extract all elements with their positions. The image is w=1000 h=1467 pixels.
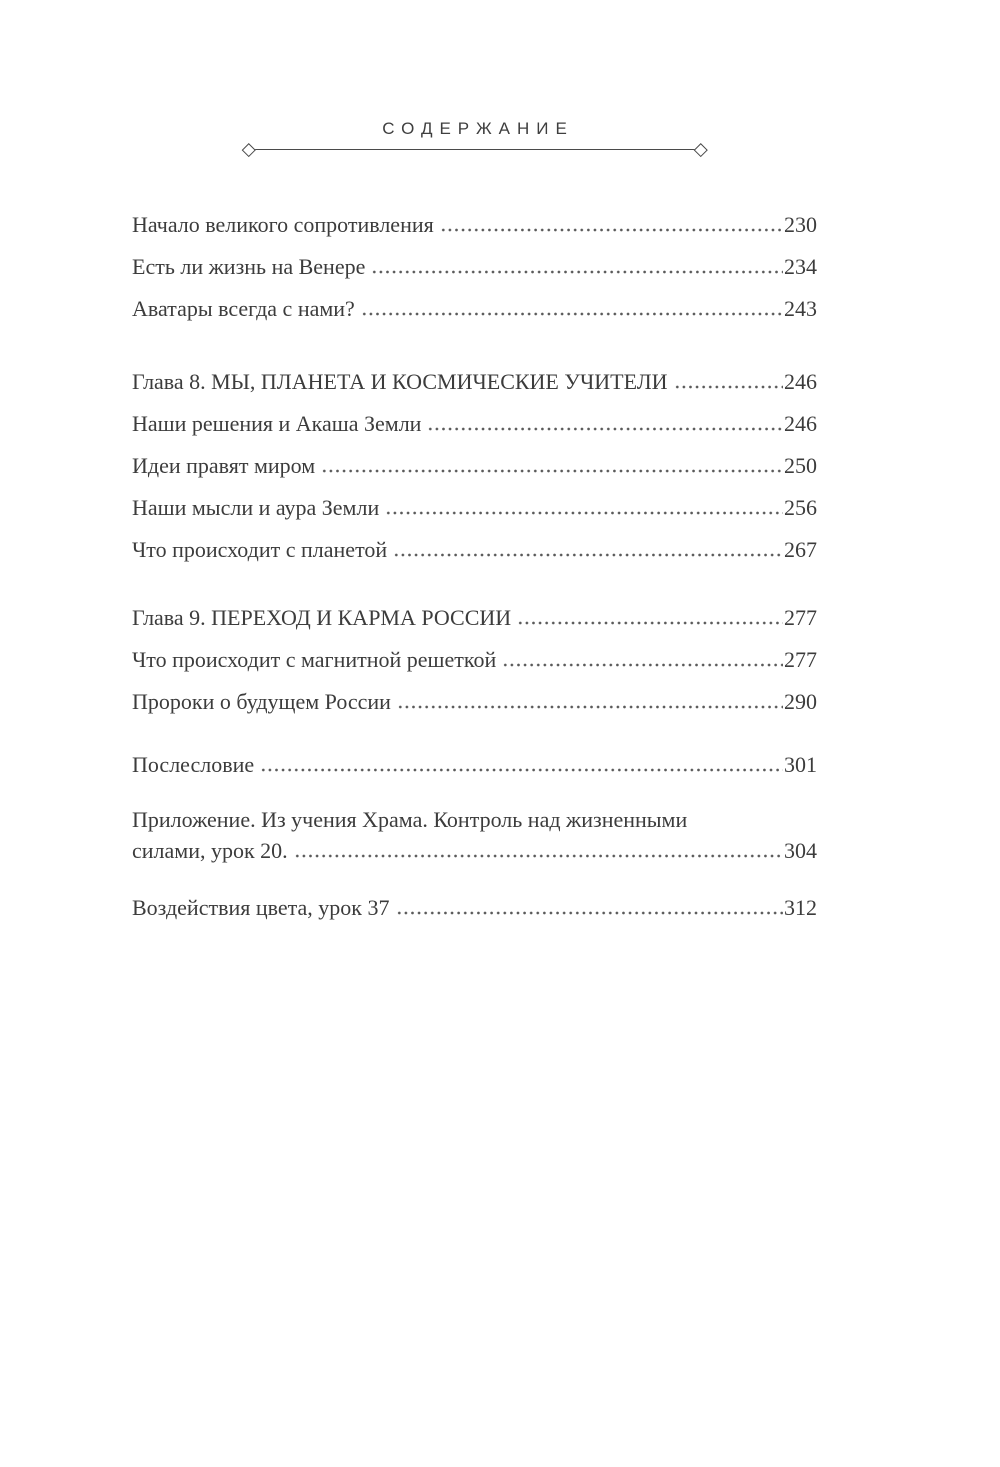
- toc-entry: [132, 887, 817, 929]
- page-number: 234: [784, 253, 817, 279]
- dot-leader: [361, 312, 783, 316]
- toc-group: [132, 744, 817, 786]
- entry-label: Что происходит с магнитной решеткой: [132, 646, 497, 672]
- toc-entry: [132, 361, 817, 403]
- entry-label: Глава 8. МЫ, ПЛАНЕТА И КОСМИЧЕСКИЕ УЧИТЕЛИ: [132, 368, 668, 394]
- toc-entry: [132, 597, 817, 639]
- dot-leader: [517, 621, 783, 625]
- page-number: 256: [784, 494, 817, 520]
- page-number: 246: [784, 368, 817, 394]
- page-title: СОДЕРЖАНИЕ: [382, 119, 574, 138]
- toc-entry: [132, 529, 817, 571]
- entry-label: Что происходит с планетой: [132, 536, 388, 562]
- toc-header: [132, 119, 817, 155]
- dot-leader: [502, 663, 783, 667]
- dot-leader: [385, 511, 783, 515]
- dot-leader: [294, 854, 783, 858]
- entry-label: Аватары всегда с нами?: [132, 295, 355, 321]
- page-number: 230: [784, 211, 817, 237]
- entry-label: Идеи правят миром: [132, 452, 316, 478]
- toc-entry: [132, 445, 817, 487]
- dot-leader: [396, 911, 784, 915]
- toc-group: [132, 361, 817, 571]
- dot-leader: [397, 705, 783, 709]
- entry-label: Воздействия цвета, урок 37: [132, 894, 390, 920]
- toc-group: [132, 804, 817, 866]
- toc-list: [132, 204, 817, 929]
- entry-label-wrap: Приложение. Из учения Храма. Контроль над жизненными: [132, 806, 688, 832]
- dot-leader: [321, 469, 783, 473]
- entry-label: Пророки о будущем России: [132, 688, 391, 714]
- toc-group: [132, 597, 817, 723]
- toc-entry: [132, 246, 817, 288]
- toc-entry: [132, 288, 817, 330]
- diamond-ornament-left-icon: [242, 143, 255, 156]
- page-number: 250: [784, 452, 817, 478]
- page-number: 277: [784, 646, 817, 672]
- dot-leader: [260, 768, 783, 772]
- page-number: 301: [784, 751, 817, 777]
- page-number: 304: [784, 837, 817, 863]
- page-number: 243: [784, 295, 817, 321]
- entry-label: силами, урок 20.: [132, 837, 288, 863]
- dot-leader: [674, 385, 783, 389]
- entry-label: Наши решения и Акаша Земли: [132, 410, 422, 436]
- entry-label: Есть ли жизнь на Венере: [132, 253, 366, 279]
- toc-group: [132, 887, 817, 929]
- toc-entry: [132, 744, 817, 786]
- entry-label: Послесловие: [132, 751, 255, 777]
- toc-entry: [132, 204, 817, 246]
- toc-entry: [132, 639, 817, 681]
- toc-entry: [132, 835, 817, 866]
- entry-label: Начало великого сопротивления: [132, 211, 434, 237]
- page-number: 277: [784, 604, 817, 630]
- page-number: 246: [784, 410, 817, 436]
- toc-entry: [132, 403, 817, 445]
- page-number: 312: [784, 894, 817, 920]
- page-number: 267: [784, 536, 817, 562]
- dot-leader: [371, 270, 783, 274]
- page-number: 290: [784, 688, 817, 714]
- entry-label: Глава 9. ПЕРЕХОД И КАРМА РОССИИ: [132, 604, 512, 630]
- dot-leader: [427, 427, 783, 431]
- dot-leader: [393, 553, 783, 557]
- toc-entry: [132, 487, 817, 529]
- dot-leader: [440, 228, 783, 232]
- entry-label: Наши мысли и аура Земли: [132, 494, 380, 520]
- diamond-ornament-right-icon: [694, 143, 707, 156]
- decorative-rule: [244, 145, 706, 155]
- rule-line: [251, 149, 698, 150]
- toc-group: [132, 204, 817, 330]
- toc-entry: [132, 681, 817, 723]
